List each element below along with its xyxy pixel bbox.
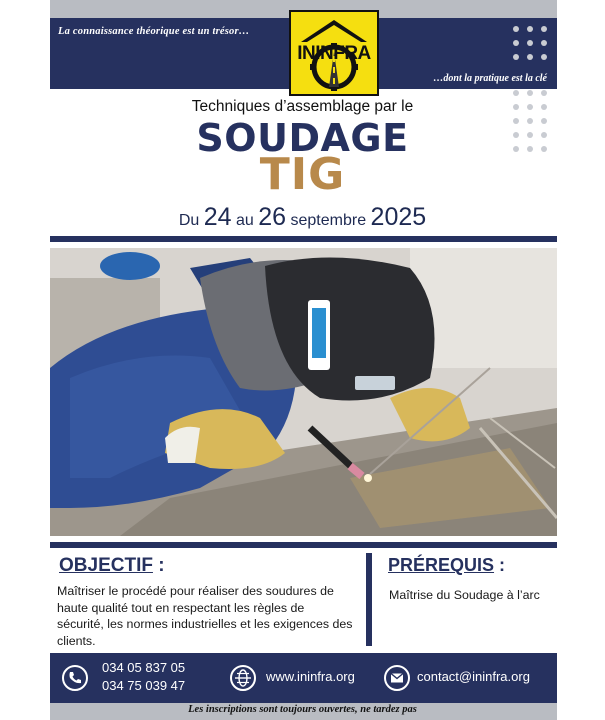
column-divider [366,553,372,646]
email-link[interactable]: contact@ininfra.org [417,669,530,684]
mail-icon [384,665,410,691]
phone-1[interactable]: 034 05 837 05 [102,660,186,675]
prerequis-text: Maîtrise du Soudage à l’arc [389,588,540,602]
subtitle: Techniques d’assemblage par le [191,98,414,115]
dates-year: 2025 [370,203,427,231]
dates-end: 26 [258,203,287,231]
tagline-right: …dont la pratique est la clé [433,73,547,84]
dates-au: au [235,212,254,229]
prerequis-colon: : [494,555,506,575]
title-tig: TIG [259,149,346,200]
welder-illustration [50,248,557,536]
dates-month: septembre [290,212,367,229]
logo-text: ININFRA [297,43,371,64]
training-dates [0,203,605,232]
dates-du: Du [178,212,200,229]
objectif-colon: : [152,555,165,576]
divider-top [50,236,557,242]
objectif-label: OBJECTIF [59,555,153,576]
prerequis-heading [388,555,505,576]
website-link[interactable]: www.ininfra.org [266,669,355,684]
prerequis-label: PRÉREQUIS [388,555,495,575]
tagline-left: La connaissance théorique est un trésor… [58,26,250,37]
contact-footer [50,653,557,703]
registration-note: Les inscriptions sont toujours ouvertes, ne tardez pas [188,704,417,715]
objectif-heading [59,555,165,577]
divider-bottom [50,542,557,548]
phone-numbers [102,659,185,695]
phone-2[interactable]: 034 75 039 47 [102,678,186,693]
phone-icon [62,665,88,691]
title-soudage: SOUDAGE [196,116,409,160]
ininfra-logo [289,10,379,96]
objectif-text: Maîtriser le procédé pour réaliser des soudures de haute qualité tout en respectant les règles de sécurité, les normes industrielles et les exigences des clients. [57,584,353,648]
welder-photo [50,248,557,536]
dates-start: 24 [203,203,232,231]
globe-icon [230,665,256,691]
